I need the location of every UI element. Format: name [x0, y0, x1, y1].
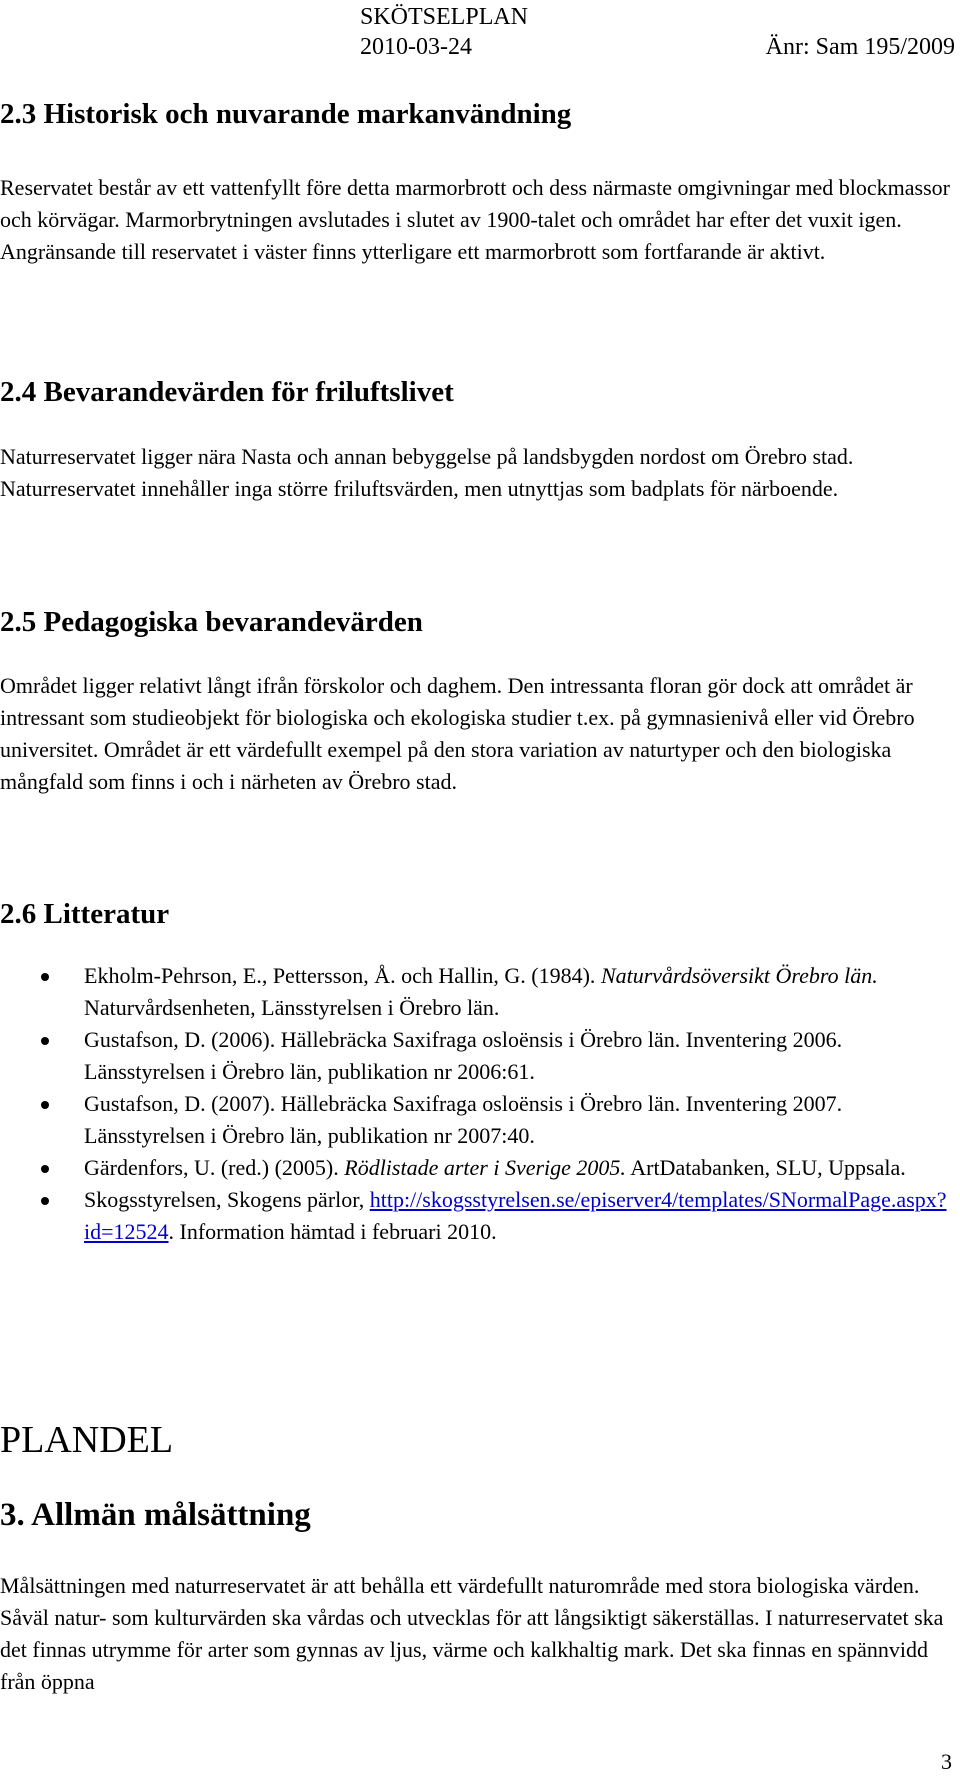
ref-text-end: . Information hämtad i februari 2010. [168, 1219, 497, 1244]
bullet-icon [41, 1101, 49, 1109]
bullet-icon [41, 973, 49, 981]
ref-authors: Gärdenfors, U. (red.) (2005). [84, 1155, 345, 1180]
literature-list [0, 960, 960, 1248]
ref-publisher: Naturvårdsenheten, Länsstyrelsen i Örebro län. [84, 995, 500, 1020]
text-2-3-serif: Reservatet består av ett vattenfyllt före detta marmorbrott och dess närmaste omgivningar med blockmassor och körvägar. Marmorbrytningen avslutades i slutet av 1900-talet och området har efter det vuxit igen. Angränsande till reservatet i väster finns ytterligare ett marmorbrott som fortfarande är aktivt. [0, 175, 950, 264]
literature-item [0, 1024, 960, 1088]
ref-title: Naturvårdsöversikt Örebro län. [600, 963, 878, 988]
section-heading-2-4: 2.4 Bevarandevärden för friluftslivet [0, 376, 454, 408]
literature-item [0, 960, 960, 1024]
literature-item [0, 1184, 960, 1248]
ref-url-link[interactable]: http://skogsstyrelsen.se/episerver4/templates/SNormalPage.aspx?id=12524 [84, 1187, 947, 1244]
ref-publisher: ArtDatabanken, SLU, Uppsala. [625, 1155, 906, 1180]
bullet-icon [41, 1197, 49, 1205]
section-heading-2-6: 2.6 Litteratur [0, 898, 170, 930]
page-number: 3 [941, 1749, 952, 1774]
bullet-icon [41, 1165, 49, 1173]
ref-text: Gustafson, D. (2007). Hällebräcka Saxifraga osloënsis i Örebro län. Inventering 2007. Länsstyrelsen i Örebro län, publikation nr 2007:40. [84, 1091, 843, 1148]
ref-text: Skogsstyrelsen, Skogens pärlor, [84, 1187, 370, 1212]
ref-text: Gustafson, D. (2006). Hällebräcka Saxifraga osloënsis i Örebro län. Inventering 2006. Länsstyrelsen i Örebro län, publikation nr 2006:61. [84, 1027, 843, 1084]
section-text-2-4: Naturreservatet ligger nära Nasta och annan bebyggelse på landsbygden nordost om Örebro stad. Naturreservatet innehåller inga större friluftsvärden, men utnyttjas som badplats för närboende. [0, 444, 854, 501]
section-text-2-3 [0, 172, 952, 268]
header-date: 2010-03-24 [360, 34, 472, 60]
ref-authors: Ekholm-Pehrson, E., Pettersson, Å. och Hallin, G. (1984). [84, 963, 601, 988]
section-text-2-5: Området ligger relativt långt ifrån förskolor och daghem. Den intressanta floran gör dock att området är intressant som studieobjekt för biologiska och ekologiska studier t.ex. på gymnasienivå eller vid Örebro universitet. Området är ett värdefullt exempel på den stora variation av naturtyper och den biologiska mångfald som finns i och i närheten av Örebro stad. [0, 673, 915, 794]
plandel-heading: PLANDEL [0, 1419, 174, 1461]
section-heading-3: 3. Allmän målsättning [0, 1497, 311, 1533]
literature-item [0, 1152, 960, 1184]
literature-item [0, 1088, 960, 1152]
header-title: SKÖTSELPLAN [360, 4, 529, 30]
header-reference: Änr: Sam 195/2009 [765, 34, 955, 60]
section-heading-2-3: 2.3 Historisk och nuvarande markanvändning [0, 98, 572, 130]
section-heading-2-5: 2.5 Pedagogiska bevarandevärden [0, 606, 423, 638]
ref-title: Rödlistade arter i Sverige 2005. [344, 1155, 626, 1180]
section-text-3: Målsättningen med naturreservatet är att behålla ett värdefullt naturområde med stora biologiska värden. Såväl natur- som kulturvärden ska vårdas och utvecklas för att långsiktigt säkerställas. I naturreservatet ska det finnas utrymme för arter som gynnas av ljus, värme och kalkhaltig mark. Det ska finnas en spännvidd från öppna [0, 1573, 944, 1694]
bullet-icon [41, 1037, 49, 1045]
